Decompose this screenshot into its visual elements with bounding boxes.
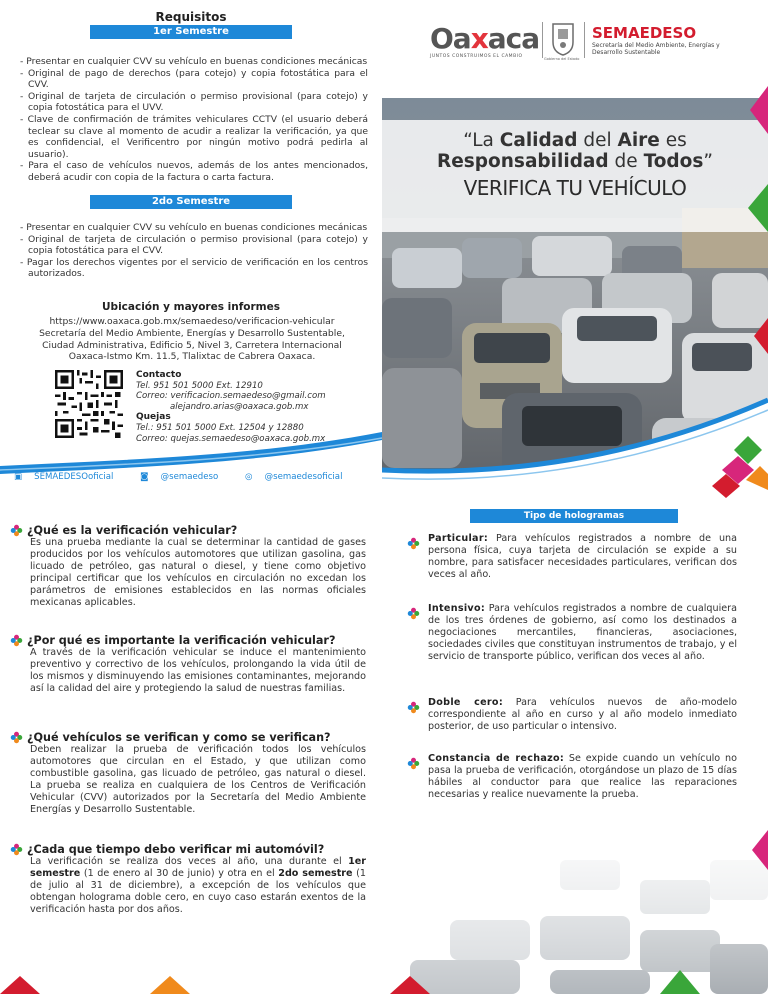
- faq-question: ¿Qué es la verificación vehicular?: [27, 524, 238, 537]
- hologram-types-band: Tipo de hologramas: [470, 509, 678, 523]
- list-item: - Clave de confirmación de trámites vehiculares CCTV (el usuario deberá teclear su clave al momento de acudir a realizar la verificación, ya que es confidencial, el Verificentro por ningún motivo podrá pedirla al usuario).: [18, 114, 368, 160]
- hologram-desc: Para vehículos nuevos de año-modelo correspondiente al año en curso y al año modelo inmediato posterior, de uso particular o intensivo.: [428, 697, 737, 732]
- list-item: - Presentar en cualquier CVV su vehículo en buenas condiciones mecánicas: [18, 56, 368, 68]
- decorative-shapes: [382, 0, 768, 500]
- semaedeso-subtitle: Secretaría del Medio Ambiente, Energías y Desarrollo Sustentable: [592, 42, 720, 56]
- hologram-name: Constancia de rechazo:: [428, 753, 565, 764]
- twitter-icon: ◙: [140, 472, 149, 482]
- flower-bullet-icon: [10, 843, 23, 856]
- instagram-icon: ◎: [245, 472, 253, 482]
- oaxaca-logo: Oaxaca: [430, 22, 540, 55]
- second-semester-list: [18, 222, 368, 280]
- flower-bullet-icon: [407, 537, 420, 550]
- first-semester-list: [18, 56, 368, 184]
- instagram-link[interactable]: ◎ @semaedesoficial: [245, 472, 343, 482]
- requirements-title: Requisitos: [155, 10, 227, 24]
- location-line: Secretaría del Medio Ambiente, Energías y Desarrollo Sustentable,: [39, 327, 345, 339]
- location-url[interactable]: https://www.oaxaca.gob.mx/semaedeso/verificacion-vehicular: [49, 316, 335, 327]
- contact-phone: Tel. 951 501 5000 Ext. 12910: [136, 380, 263, 391]
- hologram-desc: Para vehículos registrados a nombre de cualquiera de los tres órdenes de gobierno, así como los destinados a negociaciones mercantiles, financieras, asociaciones, sociedades civiles que constituyan instrumentos de trabajo, y el servicio de transporte público, verifican dos veces al año.: [428, 603, 737, 662]
- hologram-item: [407, 603, 737, 663]
- location-title: Ubicación y mayores informes: [102, 301, 280, 313]
- twitter-link[interactable]: ◙ @semaedeso: [140, 472, 219, 482]
- flower-bullet-icon: [407, 701, 420, 714]
- requirements-panel: [0, 0, 382, 470]
- facebook-icon: ▣: [14, 472, 23, 482]
- cover-panel: [382, 0, 768, 500]
- qr-code-icon[interactable]: [55, 370, 123, 438]
- flower-bullet-icon: [10, 634, 23, 647]
- faq-answer: A través de la verificación vehicular se induce el mantenimiento preventivo y correctivo de los vehículos, prolongando la vida útil de los mismos y disminuyendo las emisiones contaminantes, mejorando así la calidad del aire y protegiendo la salud de nuestras familias.: [30, 647, 366, 694]
- location-line: Ciudad Administrativa, Edificio 5, Nivel 3, Carretera Internacional: [42, 339, 342, 351]
- second-semester-band: 2do Semestre: [90, 195, 292, 209]
- faded-traffic-photo: [390, 820, 768, 994]
- faq-when: [10, 843, 366, 916]
- hologram-desc: Se expide cuando un vehículo no pasa la prueba de verificación, otorgándose un plazo de 15 días hábiles al conductor para que realice las reparaciones necesarias y realice nuevamente la prueba.: [428, 753, 737, 800]
- orange-corner-triangle: [150, 974, 190, 994]
- contact-email[interactable]: Correo: verificacion.semaedeso@gmail.com: [136, 391, 326, 402]
- crest-caption: Gobierno del Estado: [544, 57, 580, 61]
- faq-why: [10, 634, 366, 695]
- complaints-title: Quejas: [136, 412, 171, 423]
- faq-question: ¿Por qué es importante la verificación vehicular?: [27, 634, 336, 647]
- faq-which: [10, 731, 366, 816]
- complaints-email[interactable]: Correo: quejas.semaedeso@oaxaca.gob.mx: [136, 433, 326, 444]
- faq-what: [10, 524, 366, 609]
- facebook-link[interactable]: ▣ SEMAEDESOoficial: [14, 472, 114, 482]
- list-item: - Original de pago de derechos (para cotejo) y copia fotostática para el CVV.: [18, 68, 368, 91]
- list-item: - Pagar los derechos vigentes por el servicio de verificación en los centros autorizados.: [18, 257, 368, 280]
- oaxaca-tagline: JUNTOS CONSTRUIMOS EL CAMBIO: [430, 54, 523, 59]
- faq-answer: Es una prueba mediante la cual se determinar la cantidad de gases producidos por los vehículos automotores que utilizan gasolina, gas licuado de petróleo, gas natural o diesel, y tiene como objetivo principal certificar que los vehículos en circulación no excedan los parámetros de emisiones establecidos en las normas oficiales mexicanas aplicables.: [30, 537, 366, 608]
- hologram-item: [407, 533, 737, 581]
- hologram-name: Particular:: [428, 533, 489, 544]
- first-semester-band: 1er Semestre: [90, 25, 292, 39]
- hologram-item: [407, 753, 737, 801]
- contact-email-secondary[interactable]: alejandro.arias@oaxaca.gob.mx: [170, 401, 309, 412]
- list-item: - Para el caso de vehículos nuevos, además de los antes mencionados, deberá acudir con copia de la factura o carta factura.: [18, 160, 368, 183]
- flower-bullet-icon: [10, 731, 23, 744]
- social-links: [14, 472, 366, 482]
- location-line: Oaxaca-Istmo Km. 11.5, Tlalixtac de Cabrera Oaxaca.: [68, 351, 316, 363]
- headline-cta: VERIFICA TU VEHÍCULO: [463, 176, 687, 200]
- hologram-name: Doble cero:: [428, 697, 503, 708]
- faq-answer: Deben realizar la prueba de verificación todos los vehículos automotores que circulan en el Estado, y que utilizan como combustible gasolina, gas licuado de petróleo, gas natural o diesel. La prueba se realiza en cualquiera de los Centros de Verificación Vehicular (CVV) autorizados por la Secretaría del Medio Ambiente Energías y Desarrollo Sustentable.: [30, 744, 366, 815]
- hologram-name: Intensivo:: [428, 603, 486, 614]
- headline-line-1: “La Calidad del Aire es: [463, 130, 687, 151]
- list-item: - Original de tarjeta de circulación o permiso provisional (para cotejo) y copia fotostática para el CVV.: [18, 234, 368, 257]
- list-item: - Presentar en cualquier CVV su vehículo en buenas condiciones mecánicas: [18, 222, 368, 234]
- flower-bullet-icon: [407, 607, 420, 620]
- list-item: - Original de tarjeta de circulación o permiso provisional (para cotejo) y copia fotostática para el UVV.: [18, 91, 368, 114]
- flower-bullet-icon: [10, 524, 23, 537]
- faq-question: ¿Qué vehículos se verifican y como se verifican?: [27, 731, 331, 744]
- contact-title: Contacto: [136, 370, 182, 380]
- faq-answer: La verificación se realiza dos veces al año, una durante el 1er semestre (1 de enero al 30 de junio) y otra en el 2do semestre (1 de julio al 31 de diciembre), a excepción de los vehículos que obtengan holograma doble cero, en cuyo caso estarán exentos de la verificación hasta por dos años.: [30, 856, 366, 915]
- hologram-item: [407, 697, 737, 733]
- headline-line-2: Responsabilidad de Todos”: [437, 151, 713, 172]
- magenta-edge-triangle: [752, 830, 768, 870]
- complaints-phone: Tel.: 951 501 5000 Ext. 12504 y 12880: [136, 422, 304, 433]
- red-corner-triangle: [0, 972, 40, 994]
- flower-bullet-icon: [407, 757, 420, 770]
- hologram-desc: Para vehículos registrados a nombre de una persona física, cuya tarjeta de circulación se expide a su nombre, para satisfacer necesidades particulares, verifican dos veces al año.: [428, 533, 737, 580]
- semaedeso-logo: SEMAEDESO: [592, 24, 697, 42]
- faq-question: ¿Cada que tiempo debo verificar mi automóvil?: [27, 843, 325, 856]
- location-body: [22, 316, 362, 363]
